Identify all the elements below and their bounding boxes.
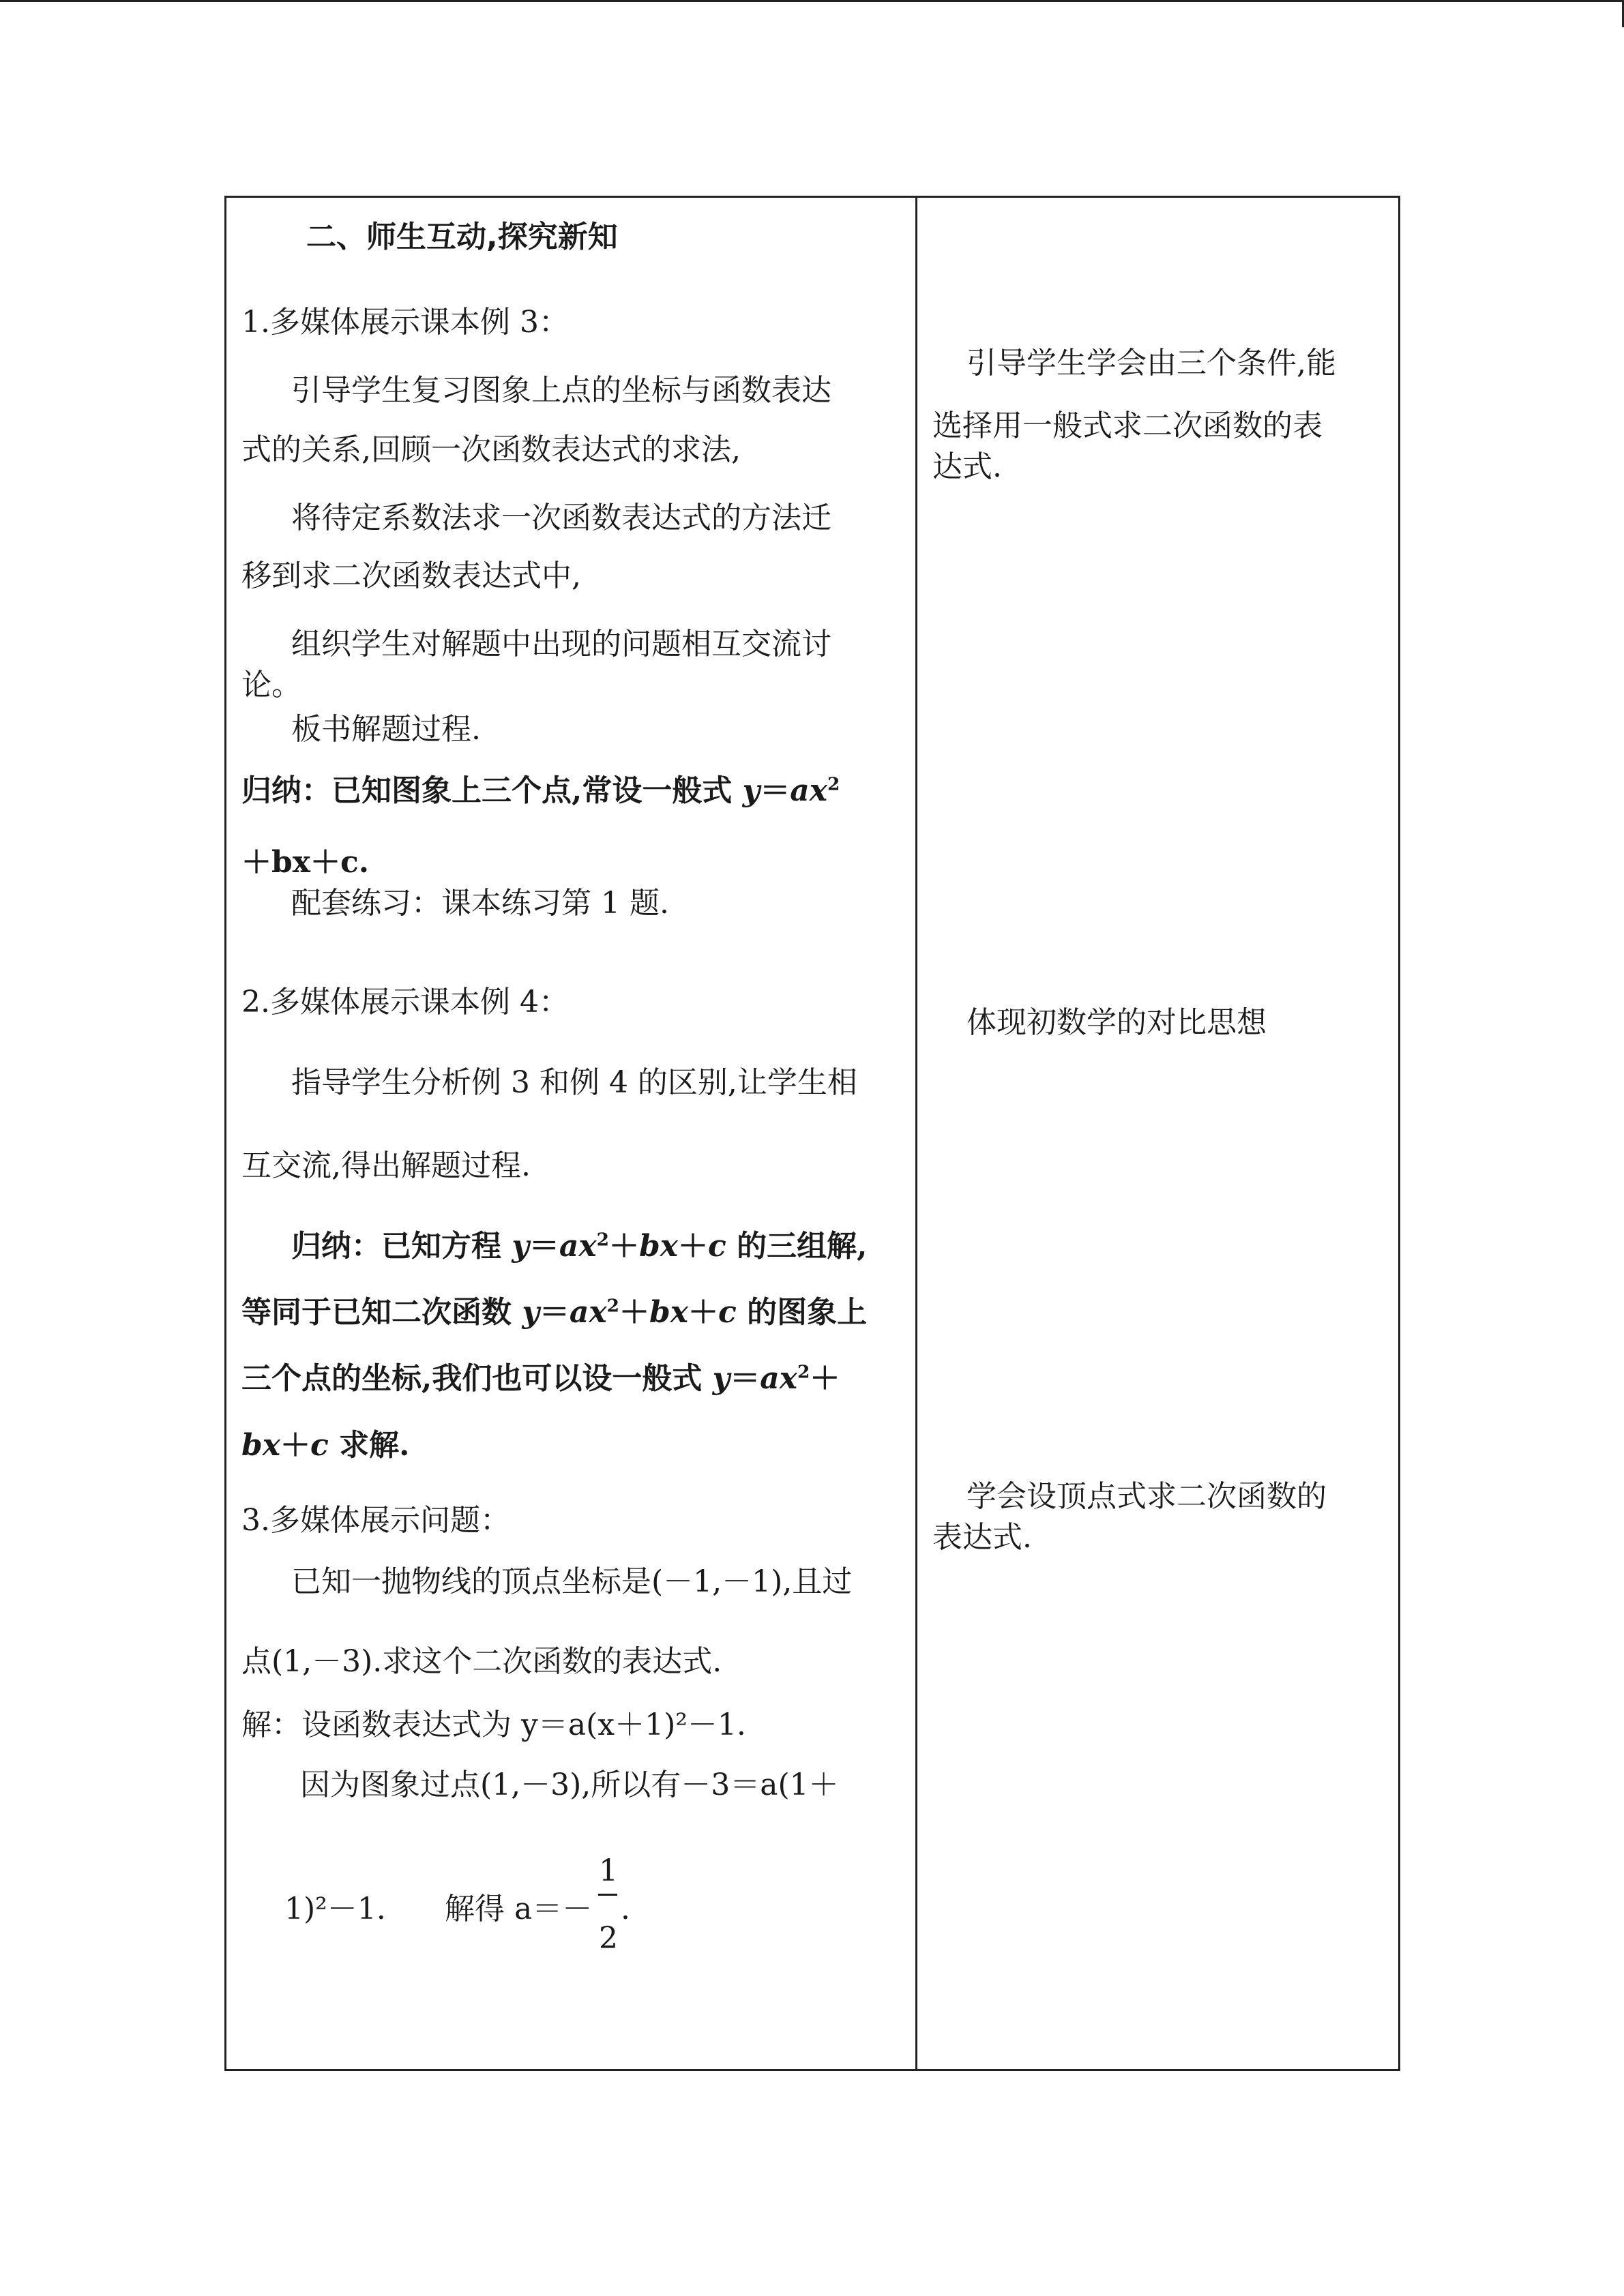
item1-para3-line1: 组织学生对解题中出现的问题相互交流讨	[291, 627, 831, 661]
item3-para1-line2: 点(1,－3).求这个二次函数的表达式.	[241, 1644, 722, 1679]
item3-because-line: 因为图象过点(1,－3),所以有－3＝a(1＋	[300, 1768, 839, 1802]
section-title: 二、师生互动,探究新知	[306, 220, 618, 254]
item2-summary1-a: 归纳：已知方程	[291, 1229, 512, 1264]
fraction-period: .	[621, 1892, 630, 1926]
column-divider	[915, 198, 917, 2069]
item2-summary2-b: 的图象上	[736, 1295, 868, 1330]
note1-line1: 引导学生学会由三个条件,能	[966, 346, 1336, 381]
item2-summary1-b: 的三组解,	[726, 1229, 868, 1264]
item2-summary2-a: 等同于已知二次函数	[241, 1295, 522, 1330]
item2-para1-line1: 指导学生分析例 3 和例 4 的区别,让学生相	[291, 1065, 857, 1100]
item1-heading: 1.多媒体展示课本例 3：	[241, 305, 569, 340]
item2-heading: 2.多媒体展示课本例 4：	[241, 985, 569, 1019]
page-top-border	[0, 0, 1624, 2]
fraction-bar	[598, 1894, 617, 1896]
item3-para1-line1: 已知一抛物线的顶点坐标是(－1,－1),且过	[291, 1564, 853, 1599]
summary1-text: 归纳：已知图象上三个点,常设一般式	[241, 773, 743, 808]
item1-para2-line1: 将待定系数法求一次函数表达式的方法迁	[291, 501, 831, 535]
item2-summary-line4: bx＋c 求解.	[241, 1428, 410, 1463]
item1-para2-line2: 移到求二次函数表达式中,	[241, 558, 581, 593]
summary1-formula: y	[742, 773, 761, 808]
item1-para1-line2: 式的关系,回顾一次函数表达式的求法,	[241, 432, 741, 467]
item1-summary-line1: 归纳：已知图象上三个点,常设一般式 $y=ax^2$	[241, 773, 840, 808]
item2-summary-line3: 三个点的坐标,我们也可以设一般式 $y=ax^2+$	[241, 1361, 840, 1396]
fraction-denominator: 2	[599, 1921, 618, 1956]
solution-prefix: 解：设函数表达式为	[241, 1708, 521, 1742]
note1-line2: 选择用一般式求二次函数的表	[932, 408, 1323, 443]
item1-para1-line1: 引导学生复习图象上点的坐标与函数表达	[291, 373, 831, 408]
note3-line2: 表达式.	[932, 1520, 1032, 1555]
item1-practice: 配套练习：课本练习第 1 题.	[291, 886, 669, 921]
note1-line3: 达式.	[932, 449, 1002, 484]
item3-solution-line	[241, 1705, 746, 1746]
item3-continuation: 1)²－1.	[284, 1892, 386, 1926]
item2-summary3-a: 三个点的坐标,我们也可以设一般式	[241, 1361, 713, 1396]
note3-line1: 学会设顶点式求二次函数的	[966, 1479, 1327, 1514]
item1-para3-line2: 论。	[241, 668, 301, 702]
item2-summary-line2: 等同于已知二次函数 $y=ax^2+bx+c$ 的图象上	[241, 1295, 868, 1330]
item3-heading: 3.多媒体展示问题：	[241, 1503, 510, 1538]
item1-para4: 板书解题过程.	[291, 712, 481, 747]
lesson-table	[224, 196, 1400, 2071]
item2-summary-line1: 归纳：已知方程 $y=ax^2+bx+c$ 的三组解,	[291, 1229, 868, 1264]
solution-formula: y＝a(x＋1)²－1.	[521, 1708, 746, 1742]
item2-para1-line2: 互交流,得出解题过程.	[241, 1148, 531, 1183]
item1-summary-line2: ＋bx＋c.	[241, 845, 370, 880]
item3-solve-label: 解得 a＝－	[445, 1892, 593, 1926]
note2: 体现初数学的对比思想	[966, 1005, 1267, 1040]
fraction-numerator: 1	[599, 1853, 618, 1888]
item2-summary4-text: 求解.	[328, 1428, 410, 1463]
